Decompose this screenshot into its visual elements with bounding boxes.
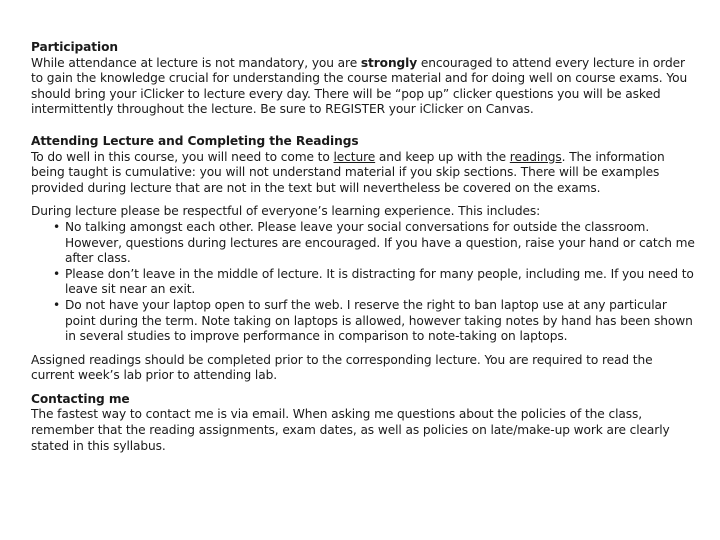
bullet-icon: • bbox=[53, 266, 61, 281]
list-item bbox=[31, 267, 696, 298]
respect-intro: During lecture please be respectful of everyone’s learning experience. This includes: bbox=[31, 204, 541, 219]
bullet-text: Do not have your laptop open to surf the web. I reserve the right to ban laptop use at any particular point during the term. Note taking on laptops is allowed, however taking notes by hand has been shown in several studies to improve performance in comparison to note-taking on laptops. bbox=[65, 297, 693, 344]
attending-text-2: and keep up with the bbox=[375, 149, 510, 164]
list-item bbox=[31, 220, 696, 267]
participation-text-1: While attendance at lecture is not mandatory, you are bbox=[31, 55, 361, 70]
participation-heading: Participation bbox=[31, 40, 118, 54]
bullet-text: No talking amongst each other. Please leave your social conversations for outside the classroom. However, questions during lectures are encouraged. If you have a question, raise your hand or catch me after class. bbox=[65, 219, 695, 266]
attending-paragraph bbox=[31, 150, 696, 197]
bullet-text: Please don’t leave in the middle of lecture. It is distracting for many people, including me. If you need to leave sit near an exit. bbox=[65, 266, 694, 297]
readings-note: Assigned readings should be completed prior to the corresponding lecture. You are required to read the current week’s lab prior to attending lab. bbox=[31, 352, 653, 383]
attending-text-3: . The information being taught is cumulative: you will not understand material if you skip sections. There will be examples provided during lecture that are not in the text but will nevertheless be covered on the exams. bbox=[31, 149, 665, 195]
attending-heading: Attending Lecture and Completing the Readings bbox=[31, 133, 359, 148]
participation-text-2: encouraged to attend every lecture in order to gain the knowledge crucial for understanding the course material and for doing well on course exams. You should bring your iClicker to lecture every day. There will be “pop up” clicker questions you will be asked intermittently throughout the lecture. Be sure to REGISTER your iClicker on Canvas. bbox=[31, 55, 688, 117]
syllabus-document bbox=[31, 40, 696, 454]
attending-text-1: To do well in this course, you will need to come to bbox=[31, 149, 334, 164]
bullet-icon: • bbox=[53, 297, 61, 312]
contacting-heading: Contacting me bbox=[31, 391, 130, 406]
readings-link[interactable]: readings bbox=[509, 149, 562, 164]
bullet-icon: • bbox=[53, 219, 61, 234]
contacting-paragraph: The fastest way to contact me is via email. When asking me questions about the policies of the class, remember that the reading assignments, exam dates, as well as policies on late/make-up work are clearly stated in this syllabus. bbox=[31, 407, 670, 453]
lecture-link[interactable]: lecture bbox=[333, 149, 376, 164]
respect-list bbox=[31, 220, 696, 345]
list-item bbox=[31, 298, 696, 345]
participation-paragraph bbox=[31, 56, 696, 118]
participation-strong-word: strongly bbox=[360, 55, 418, 70]
